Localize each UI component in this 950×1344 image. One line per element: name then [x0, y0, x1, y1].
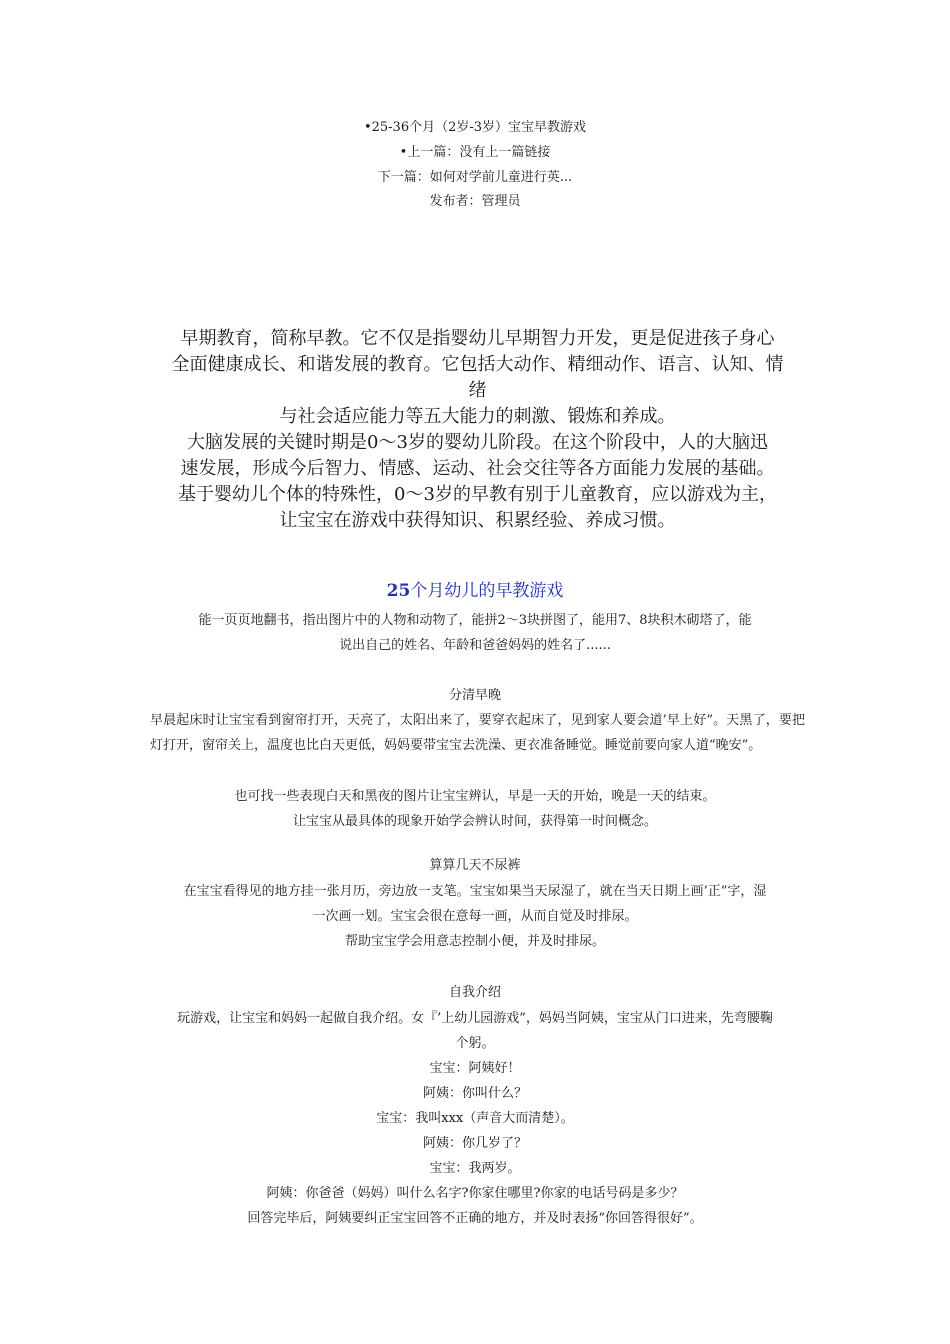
game-title: 分清早晚	[448, 688, 501, 703]
game-text-line: 也可找一些表现白天和黑夜的图片让宝宝辨认，早是一天的开始，晚是一天的结束。	[234, 789, 716, 804]
next-article-link[interactable]: 下一篇：如何对学前儿童进行英...	[377, 170, 573, 185]
intro-line: 速发展，形成今后智力、情感、运动、社会交往等各方面能力发展的基础。	[180, 458, 775, 479]
intro-line: 早期教育，简称早教。它不仅是指婴幼儿早期智力开发，更是促进孩子身心	[180, 328, 775, 349]
intro-line: 全面健康成长、和谐发展的教育。它包括大动作、精细动作、语言、认知、情	[171, 354, 784, 375]
game-text-line: 帮助宝宝学会用意志控制小便，并及时排尿。	[344, 934, 605, 949]
summary-line: 说出自己的姓名、年龄和爸爸妈妈的姓名了......	[339, 638, 611, 653]
game-text-line: 在宝宝看得见的地方挂一张月历，旁边放一支笔。宝宝如果当天尿湿了，就在当天日期上画’正”字，湿	[183, 884, 767, 899]
dialogue-line: 阿姨：你叫什么？	[422, 1086, 527, 1101]
game-title: 自我介绍	[448, 985, 501, 1000]
dialogue-line: 回答完毕后，阿姨要纠正宝宝回答不正确的地方，并及时表扬“你回答得很好”。	[247, 1211, 703, 1226]
prev-article-link[interactable]: •上一篇：没有上一篇链接	[399, 145, 551, 160]
game-text-line: 让宝宝从最具体的现象开始学会辨认时间，获得第一时间概念。	[292, 814, 657, 829]
section-summary	[150, 608, 800, 658]
game-text-line: 个躬。	[455, 1036, 495, 1051]
intro-text	[150, 326, 805, 534]
section-heading-text: 个月幼儿的早教游戏	[410, 581, 564, 601]
intro-line: 大脑发展的关键时期是0～3岁的婴幼儿阶段。在这个阶段中，人的大脑迅	[187, 432, 768, 453]
summary-line: 能一页页地翻书，指出图片中的人物和动物了，能拼2～3块拼图了，能用7、8块积木砌塔了，能	[198, 613, 752, 628]
publisher-info: 发布者：管理员	[429, 194, 521, 209]
breadcrumb-item[interactable]: •25-36个月（2岁-3岁）宝宝早教游戏	[363, 120, 587, 135]
dialogue-line: 宝宝：我叫xxx（声音大而清楚）。	[376, 1111, 574, 1126]
dialogue-line: 宝宝：阿姨好！	[429, 1061, 521, 1076]
dialogue-line: 阿姨：你爸爸（妈妈）叫什么名字?你家住哪里?你家的电话号码是多少？	[266, 1186, 684, 1201]
intro-line: 让宝宝在游戏中获得知识、积累经验、养成习惯。	[279, 510, 676, 531]
dialogue-block	[0, 1056, 950, 1231]
section-heading	[0, 581, 950, 601]
game-text-line: 一次画一划。宝宝会很在意每一画，从而自觉及时排尿。	[312, 909, 638, 924]
intro-line: 绪	[468, 380, 487, 401]
intro-line: 基于婴幼儿个体的特殊性，0～3岁的早教有别于儿童教育，应以游戏为主，	[178, 484, 777, 505]
game-text-line: 玩游戏，让宝宝和妈妈一起做自我介绍。女『’上幼儿园游戏”，妈妈当阿姨，宝宝从门口进来，先弯腰鞠	[177, 1011, 773, 1026]
dialogue-line: 阿姨：你几岁了？	[422, 1136, 527, 1151]
game-paragraph: 早晨起床时让宝宝看到窗帘打开，天亮了，太阳出来了，要穿衣起床了，见到家人要会道’早上好”。天黑了，要把灯打开，窗帘关上，温度也比白天更低，妈妈要带宝宝去洗澡、更衣准备睡觉。睡觉前要向家人道“晚安”。	[150, 713, 805, 753]
dialogue-line: 宝宝：我两岁。	[429, 1161, 521, 1176]
game-title: 算算几天不尿裤	[429, 858, 521, 873]
intro-line: 与社会适应能力等五大能力的刺激、锻炼和养成。	[279, 406, 676, 427]
section-heading-number: 25	[386, 581, 411, 601]
